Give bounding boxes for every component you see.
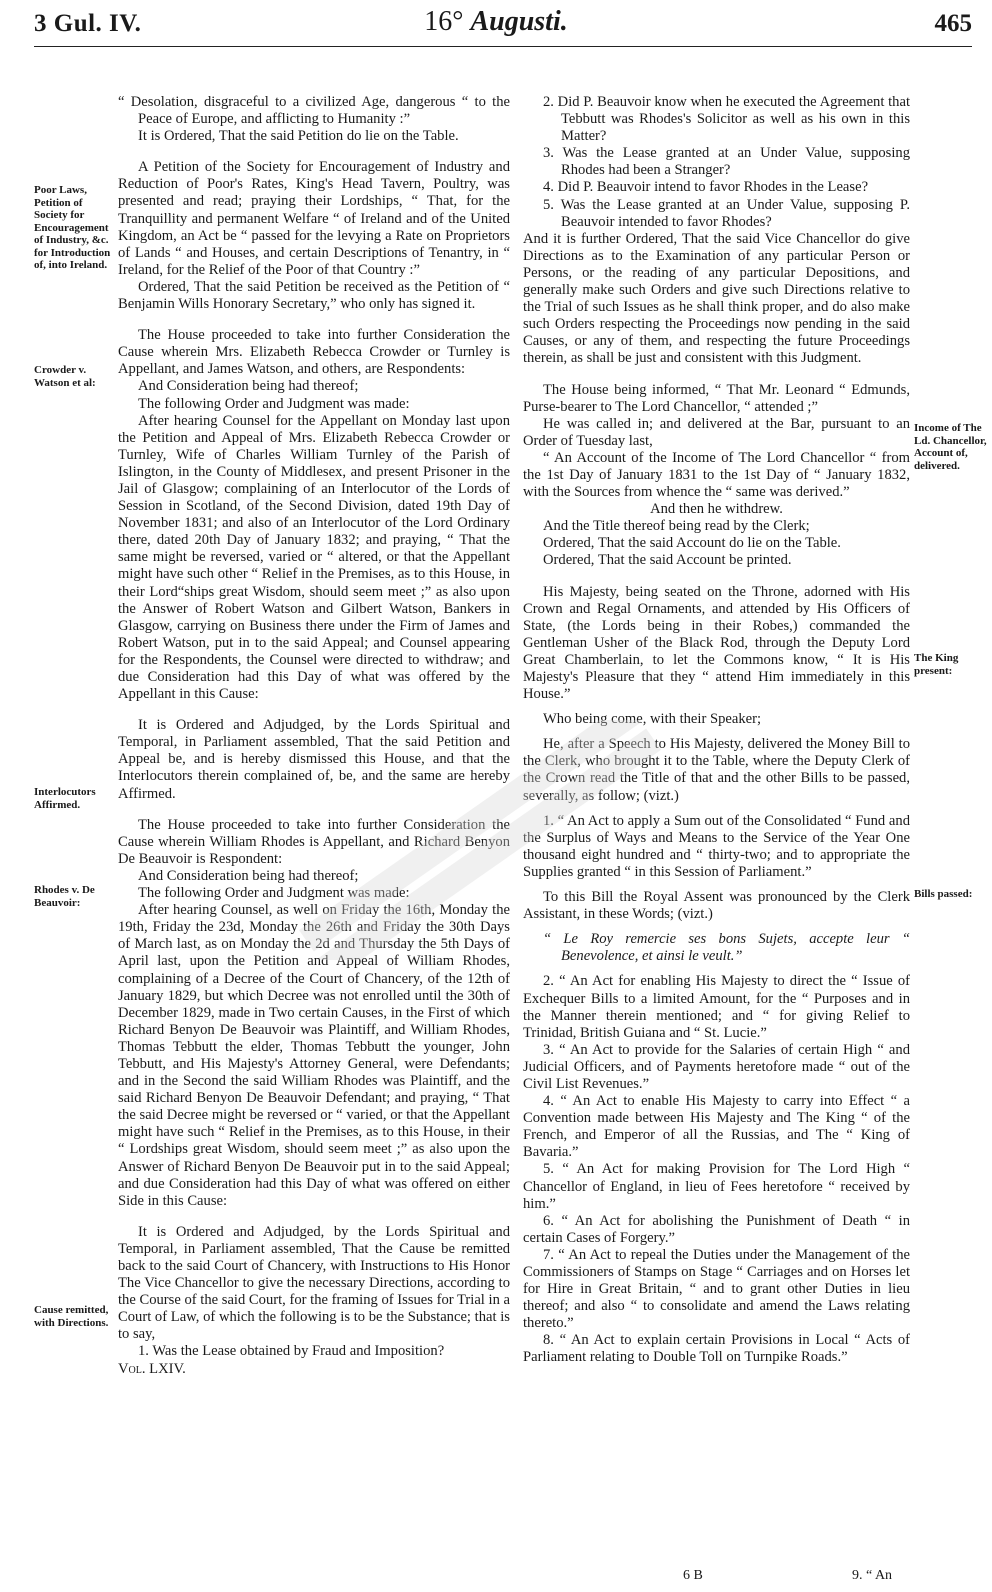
signature-mark: 6 B [683,1568,703,1583]
header-rule [34,46,972,47]
margin-note-bills: Bills passed: [914,888,973,900]
issue-item: 1. Was the Lease obtained by Fraud and Imposition? [138,1343,445,1360]
bill-item: 5. “ An Act for making Provision for The Lord High “ Chancellor of England, in lieu of Fees heretofore “ received by him.” [523,1161,910,1212]
bill-item: 3. “ An Act to provide for the Salaries of certain High “ and Judicial Officers, and of Payments heretofore made “ out of the Civil List Revenues.” [523,1041,910,1092]
header-regnal-year: 3 Gul. IV. [34,10,142,37]
paragraph: The following Order and Judgment was made: [138,885,410,902]
margin-note-poor-laws: Poor Laws, Petition of Society for Encouragement of Industry, &c. for Introduction of, into Ireland. [34,184,111,271]
margin-note-income: Income of The Ld. Chancellor, Account of, delivered. [914,422,987,472]
paragraph: It is Ordered, That the said Petition do lie on the Table. [138,128,459,145]
paragraph: He was called in; and delivered at the Bar, pursuant to an Order of Tuesday last, [523,415,910,449]
left-column [118,94,510,1378]
paragraph: After hearing Counsel, as well on Friday the 16th, Monday the 19th, Friday the 23d, Monday the 26th and Friday the 30th Days of March last, as on Monday the 2d and Thursday the 5th Days of April last, upon the Petition and Appeal of William Rhodes, complaining of a Decree of the Court of Chancery, of the 12th of January 1829, but which Decree was not enrolled until the 30th of December 1829, made in Two certain Causes, in the First of which Richard Benyon De Beauvoir was Plaintiff, and William Rhodes, Thomas Tebbutt the elder, Thomas Tebbutt the younger, John Tebbutt, and His Majesty's Attorney General, were Defendants; and in the Second the said William Rhodes was Plaintiff, and the said Richard Benyon De Beauvoir Defendant; and praying, “ That the said Decree might be reversed or “ varied, or that the Appellant might have such “ Relief in the Premises, as to this House, in their “ Lordships great Wisdom, should seem meet ;” as also upon the Answer of Richard Benyon De Beauvoir put in to the said Appeal; and due Consideration had this Day of what was offered on either Side in this Cause: [118,902,510,1209]
paragraph: To this Bill the Royal Assent was pronounced by the Clerk Assistant, in these Words; (vizt.) [523,889,910,923]
paragraph: “ Desolation, disgraceful to a civilized Age, dangerous “ to the Peace of Europe, and afflicting to Humanity :” [118,94,510,128]
paragraph: A Petition of the Society for Encouragement of Industry and Reduction of Poor's Rates, King's Head Tavern, Poultry, was presented and read; praying their Lordships, “ That, for the Tranquillity and permanent Welfare “ of Ireland and of the United Kingdom, an Act be “ passed for the levying a Rate on Proprietors of Lands “ and Houses, and certain Descriptions of Tenantry, in “ Ireland, for the Relief of the Poor of that Country :” [118,159,510,278]
bill-item: 6. “ An Act for abolishing the Punishment of Death “ in certain Cases of Forgery.” [523,1212,910,1246]
paragraph: And the Title thereof being read by the Clerk; [543,518,810,535]
paragraph: It is Ordered and Adjudged, by the Lords Spiritual and Temporal, in Parliament assembled, That the Cause be remitted back to the said Court of Chancery, with Instructions to His Honor The Vice Chancellor to give the necessary Directions, according to the Course of the said Court, for the framing of Issues for Trial in a Court of Law, of which the following is to be the Substance; that is to say, [118,1223,510,1343]
issue-item: 4. Did P. Beauvoir intend to favor Rhodes in the Lease? [543,179,869,196]
issue-item: 2. Did P. Beauvoir know when he executed the Agreement that Tebbutt was Rhodes's Solicitor as well as his own in this Matter? [543,94,910,145]
paragraph: He, after a Speech to His Majesty, delivered the Money Bill to the Clerk, who brought it to the Table, where the Deputy Clerk of the Crown read the Title of that and the other Bills to be passed, severally, as follow; (vizt.) [523,736,910,804]
margin-note-crowder: Crowder v. Watson et al: [34,364,96,389]
header-date [0,6,992,38]
paragraph: The House proceeded to take into further Consideration the Cause wherein William Rhodes is Appellant, and Richard Benyon De Beauvoir is Respondent: [118,816,510,867]
paragraph: And Consideration being had thereof; [138,378,359,395]
paragraph: And then he withdrew. [650,501,783,518]
bill-item: 4. “ An Act to enable His Majesty to carry into Effect “ a Convention made between His Majesty and The King “ of the French, and Emperor of all the Russias, and The “ King of Bavaria.” [523,1093,910,1161]
margin-note-rhodes: Rhodes v. De Beauvoir: [34,884,95,909]
paragraph: The following Order and Judgment was made: [138,395,410,412]
margin-note-king: The King present: [914,652,959,677]
paragraph: “ An Account of the Income of The Lord Chancellor “ from the 1st Day of January 1831 to the 1st Day of “ January 1832, with the Sources from whence the “ same was derived.” [523,449,910,501]
margin-note-cause: Cause remitted, with Directions. [34,1304,109,1329]
paragraph: The House proceeded to take into further Consideration the Cause wherein Mrs. Elizabeth Rebecca Crowder or Turnley is Appellant, and James Watson, and others, are Respondents: [118,327,510,378]
paragraph: After hearing Counsel for the Appellant on Monday last upon the Petition and Appeal of Mrs. Elizabeth Rebecca Crowder or Turnley, Wife of Charles William Turnley of the Parish of Islington, in the County of Middlesex, and present Prisoner in the Jail of Glasgow; complaining of an Interlocutor of the Lords of Session in Scotland, of the Second Division, dated 19th Day of November 1831; and also of an Interlocutor of the Lord Ordinary there, dated 20th Day of January 1832; and praying, “ That the same might be reversed, varied or “ altered, or that the Appellant might have such other “ Relief in the Premises, as to this House, in their Lord“ships great Wisdom, should seem meet ;” as also upon the Answer of Robert Watson and Gilbert Watson, Bankers in Glasgow, carrying on Business there under the Firm of James and Robert Watson, put in to the said Appeal; and Counsel appearing for the Respondents, the Counsel were directed to withdraw; and due Consideration had this Day of what was offered by the Appellant in this Cause: [118,412,510,703]
bill-item: 7. “ An Act to repeal the Duties under the Management of the Commissioners of Stamps on Stage “ Carriages and on Horses let for Hire in Great Britain, “ and to grant other Duties in lieu thereof; and also “ to consolidate and amend the Laws relating thereto.” [523,1246,910,1332]
royal-assent-formula: “ Le Roy remercie ses bons Sujets, accepte leur “ Benevolence, et ainsi le veult.” [543,931,910,965]
right-column [523,94,910,1367]
paragraph: His Majesty, being seated on the Throne, adorned with His Crown and Regal Ornaments, and attended by His Officers of State, (the Lords being in their Robes,) commanded the Gentleman Usher of the Black Rod, through the Deputy Lord Great Chamberlain, to let the Commons know, “ It is His Majesty's Pleasure that they “ attend Him immediately in this House.” [523,583,910,703]
issue-item: 5. Was the Lease granted at an Under Value, supposing P. Beauvoir intended to favor Rhodes? [543,196,910,230]
paragraph: It is Ordered and Adjudged, by the Lords Spiritual and Temporal, in Parliament assembled, That the said Petition and Appeal be, and is hereby dismissed this House, and that the Interlocutors therein complained of, be, and the same are hereby Affirmed. [118,717,510,802]
paragraph: And Consideration being had thereof; [138,867,359,884]
paragraph: Ordered, That the said Petition be received as the Petition of “ Benjamin Wills Honorary Secretary,” who only has signed it. [118,278,510,313]
margin-note-interlocutors: Interlocutors Affirmed. [34,786,96,811]
header-month: Augusti. [470,6,568,37]
volume-footer: Vol. LXIV. [118,1360,186,1377]
paragraph: Ordered, That the said Account be printed. [543,552,792,569]
paragraph: And it is further Ordered, That the said Vice Chancellor do give Directions as to the Examination of any particular Person or Persons, or the reading of any particular Depositions, and generally make such Orders and give such Directions relative to the Trial of such Issues as he shall think proper, and do also make such Orders respecting the Proceedings now pending in the said Causes, or any of them, and respecting the future Proceedings therein, as shall be just and consistent with this Judgment. [523,230,910,367]
catchword: 9. “ An [852,1568,893,1583]
paragraph: The House being informed, “ That Mr. Leonard “ Edmunds, Purse-bearer to The Lord Chancellor, “ attended ;” [523,381,910,415]
paragraph: Ordered, That the said Account do lie on the Table. [543,535,841,552]
bill-item: 2. “ An Act for enabling His Majesty to direct the “ Issue of Exchequer Bills to a limited Amount, for the “ Purposes and in the Manner therein mentioned; and “ for giving Relief to Trinidad, British Guiana and “ St. Lucie.” [523,973,910,1041]
bill-item: 8. “ An Act to explain certain Provisions in Local “ Acts of Parliament relating to Double Toll on Turnpike Roads.” [523,1332,910,1366]
paragraph: Who being come, with their Speaker; [543,711,762,728]
paragraph: 1. “ An Act to apply a Sum out of the Consolidated “ Fund and the Surplus of Ways and Means to the Service of the Year One thousand eight hundred and “ thirty-two; and to appropriate the Supplies granted “ in this Session of Parliament.” [523,812,910,880]
page-number: 465 [934,10,972,37]
issue-item: 3. Was the Lease granted at an Under Value, supposing Rhodes had been a Stranger? [543,145,910,179]
header-day: 16° [424,6,464,37]
